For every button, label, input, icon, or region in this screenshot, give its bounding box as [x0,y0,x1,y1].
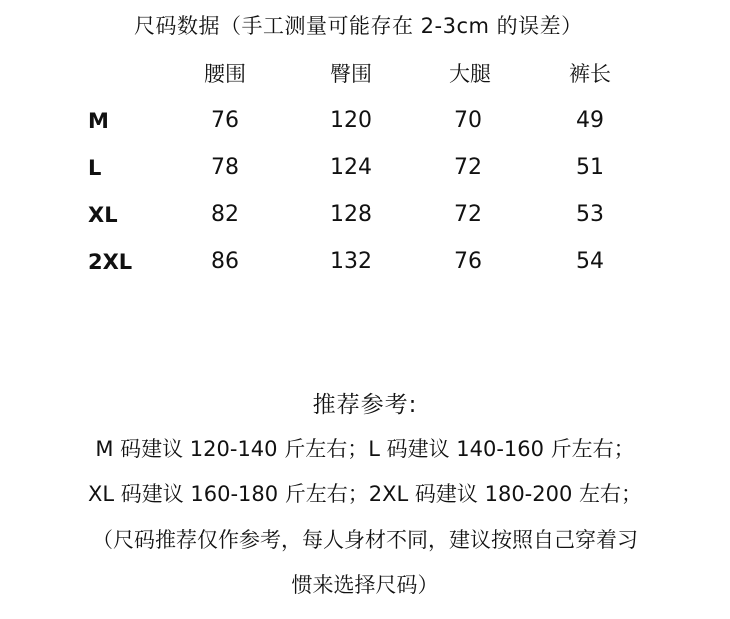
header-waist: 腰围 [204,62,246,86]
header-thigh: 大腿 [449,62,491,86]
recommendation-line: XL 码建议 160-180 斤左右；2XL 码建议 180-200 左右； [87,482,643,506]
table-cell: 53 [576,202,604,227]
table-cell: 78 [211,155,239,180]
size-label: L [88,156,102,180]
recommendation-line: （尺码推荐仅作参考，每人身材不同，建议按照自己穿着习 [92,528,638,552]
table-cell: 54 [576,249,604,274]
recommendation-line: 惯来选择尺码） [291,573,439,597]
recommendation-line: M 码建议 120-140 斤左右；L 码建议 140-160 斤左右； [95,437,635,461]
header-hip: 臀围 [330,62,372,86]
size-label: XL [88,203,118,227]
table-cell: 82 [211,202,239,227]
recommendation-title: 推荐参考: [312,392,418,418]
table-cell: 76 [454,249,482,274]
table-cell: 128 [330,202,372,227]
table-cell: 76 [211,108,239,133]
table-cell: 51 [576,155,604,180]
size-label: M [88,109,109,133]
size-chart-title: 尺码数据（手工测量可能存在 2-3cm 的误差） [134,14,583,38]
table-cell: 72 [454,155,482,180]
table-cell: 120 [330,108,372,133]
size-label: 2XL [88,250,133,274]
table-cell: 132 [330,249,372,274]
table-cell: 86 [211,249,239,274]
table-cell: 49 [576,108,604,133]
table-cell: 124 [330,155,372,180]
table-cell: 70 [454,108,482,133]
header-length: 裤长 [569,62,611,86]
table-cell: 72 [454,202,482,227]
